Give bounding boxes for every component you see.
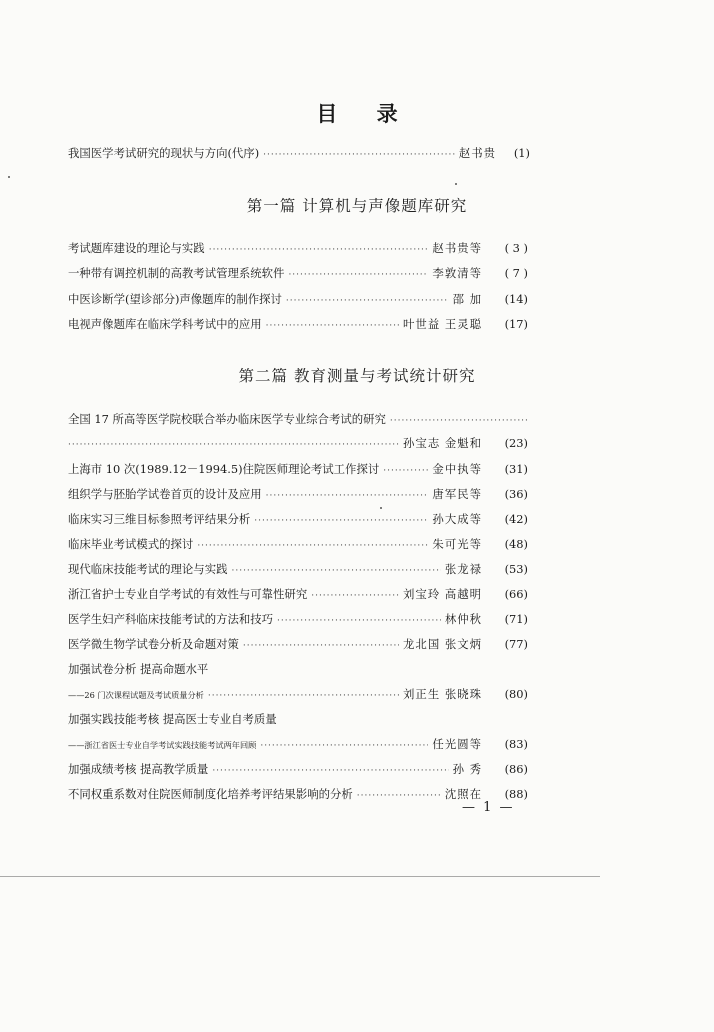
toc-entry-author: 孙宝志 金魁和 <box>403 436 482 450</box>
toc-entry-page: (23) <box>504 436 528 450</box>
toc-entry-title: 现代临床技能考试的理论与实践 <box>68 562 228 576</box>
toc-entry-author: 邵 加 <box>452 292 482 306</box>
toc-entry-author: 李敦清等 <box>432 266 482 280</box>
toc-entry-page: (53) <box>504 562 528 576</box>
scan-speck <box>8 176 10 178</box>
toc-entry-author: 唐军民等 <box>432 487 482 501</box>
toc-entry[interactable] <box>68 761 528 779</box>
toc-entry-author: 张龙禄 <box>444 562 482 576</box>
toc-entry[interactable] <box>68 711 528 729</box>
leader-dots <box>357 791 441 801</box>
toc-entry-title: 医学生妇产科临床技能考试的方法和技巧 <box>68 612 274 626</box>
scan-speck <box>380 507 382 509</box>
toc-entry-page: ( 3 ) <box>504 241 528 255</box>
toc-entry-title: 我国医学考试研究的现状与方向(代序) <box>68 146 260 160</box>
toc-entry[interactable] <box>68 240 528 258</box>
toc-entry[interactable] <box>68 536 528 554</box>
leader-dots <box>208 691 399 701</box>
toc-entry[interactable] <box>68 316 528 334</box>
toc-entry[interactable] <box>68 586 528 604</box>
toc-entry-page: (66) <box>504 587 528 601</box>
toc-entry-page: (42) <box>504 512 528 526</box>
toc-entry-author: 朱可光等 <box>432 537 482 551</box>
page-title: 目 录 <box>316 102 414 126</box>
leader-dots <box>254 516 428 526</box>
toc-entry[interactable] <box>68 461 528 479</box>
toc-entry-page: (36) <box>504 487 528 501</box>
leader-dots <box>311 591 399 601</box>
toc-entry-page: (77) <box>504 637 528 651</box>
toc-entry[interactable] <box>68 411 528 429</box>
scan-edge-line <box>0 876 600 877</box>
toc-entry-page: (31) <box>504 462 528 476</box>
toc-entry-author: 孙大成等 <box>432 512 482 526</box>
toc-entry-title: 中医诊断学(望诊部分)声像题库的制作探讨 <box>68 292 282 306</box>
toc-entry-title: 考试题库建设的理论与实践 <box>68 241 205 255</box>
leader-dots <box>383 466 428 476</box>
toc-entry[interactable] <box>68 611 528 629</box>
toc-entry-author: 孙 秀 <box>452 762 482 776</box>
toc-entry[interactable] <box>68 511 528 529</box>
toc-entry-subtitle-row <box>68 736 528 754</box>
leader-dots <box>286 296 449 306</box>
leader-dots <box>209 245 429 255</box>
toc-entry-title: 加强实践技能考核 提高医士专业自考质量 <box>68 712 277 726</box>
leader-dots <box>266 321 399 331</box>
toc-entry-page: (88) <box>504 787 528 801</box>
toc-entry-title: 临床毕业考试模式的探讨 <box>68 537 194 551</box>
leader-dots <box>263 150 455 160</box>
toc-entry-page: (48) <box>504 537 528 551</box>
toc-entry-title: 不同权重系数对住院医师制度化培养考评结果影响的分析 <box>68 787 353 801</box>
toc-entry-title: 加强试卷分析 提高命题水平 <box>68 662 209 676</box>
toc-entry-title: 组织学与胚胎学试卷首页的设计及应用 <box>68 487 262 501</box>
toc-entry-page: (1) <box>513 146 530 160</box>
scan-speck <box>455 183 457 185</box>
toc-entry-author: 赵书贵等 <box>432 241 482 255</box>
toc-entry-author: 刘宝玲 高越明 <box>403 587 482 601</box>
toc-entry-title: 加强成绩考核 提高教学质量 <box>68 762 209 776</box>
leader-dots <box>197 541 428 551</box>
page-number: — 1 — <box>462 800 515 815</box>
toc-entry-title: 全国 17 所高等医学院校联合举办临床医学专业综合考试的研究 <box>68 412 386 426</box>
toc-entry-preface[interactable] <box>68 145 530 163</box>
toc-entry-subtitle: ——浙江省医士专业自学考试实践技能考试两年回顾 <box>68 740 257 750</box>
toc-entry-page: (17) <box>504 317 528 331</box>
toc-entry-author: 沈照在 <box>444 787 482 801</box>
toc-entry[interactable] <box>68 636 528 654</box>
toc-entry-title: 浙江省护士专业自学考试的有效性与可靠性研究 <box>68 587 308 601</box>
toc-entry-subtitle-row <box>68 686 528 704</box>
section-heading-part1: 第一篇 计算机与声像题库研究 <box>246 197 468 215</box>
toc-entry-page: (86) <box>504 762 528 776</box>
toc-entry-author: 赵书贵 <box>458 146 496 160</box>
toc-entry-title: 上海市 10 次(1989.12－1994.5)住院医师理论考试工作探讨 <box>68 462 380 476</box>
toc-entry[interactable] <box>68 291 528 309</box>
toc-entry[interactable] <box>68 486 528 504</box>
toc-entry-page: ( 7 ) <box>504 266 528 280</box>
leader-dots <box>266 491 429 501</box>
toc-entry[interactable] <box>68 786 528 804</box>
section-heading-part2: 第二篇 教育测量与考试统计研究 <box>238 367 476 385</box>
toc-entry-subtitle: ——26 门次课程试题及考试质量分析 <box>68 690 204 700</box>
toc-entry-page: (80) <box>504 687 528 701</box>
toc-entry[interactable] <box>68 265 528 283</box>
toc-entry-author: 叶世益 王灵聪 <box>403 317 482 331</box>
toc-entry-author: 任光圆等 <box>432 737 482 751</box>
toc-entry-title: 电视声像题库在临床学科考试中的应用 <box>68 317 262 331</box>
toc-entry-page: (83) <box>504 737 528 751</box>
leader-dots <box>277 616 441 626</box>
leader-dots <box>390 416 528 426</box>
leader-dots <box>212 766 448 776</box>
leader-dots <box>288 270 428 280</box>
leader-dots <box>68 440 399 450</box>
leader-dots <box>260 741 428 751</box>
toc-entry-title: 医学微生物学试卷分析及命题对策 <box>68 637 239 651</box>
toc-entry-author: 龙北国 张文炳 <box>403 637 482 651</box>
toc-entry-author: 刘正生 张晓珠 <box>403 687 482 701</box>
toc-entry-title: 临床实习三维目标参照考评结果分析 <box>68 512 251 526</box>
toc-entry-author: 金中执等 <box>432 462 482 476</box>
toc-entry-author: 林仲秋 <box>444 612 482 626</box>
toc-entry-page: (71) <box>504 612 528 626</box>
toc-entry-title: 一种带有调控机制的高教考试管理系统软件 <box>68 266 285 280</box>
leader-dots <box>231 566 440 576</box>
toc-entry-page: (14) <box>504 292 528 306</box>
toc-entry-continued <box>68 435 528 453</box>
toc-entry[interactable] <box>68 561 528 579</box>
toc-entry[interactable] <box>68 661 528 679</box>
leader-dots <box>243 641 399 651</box>
